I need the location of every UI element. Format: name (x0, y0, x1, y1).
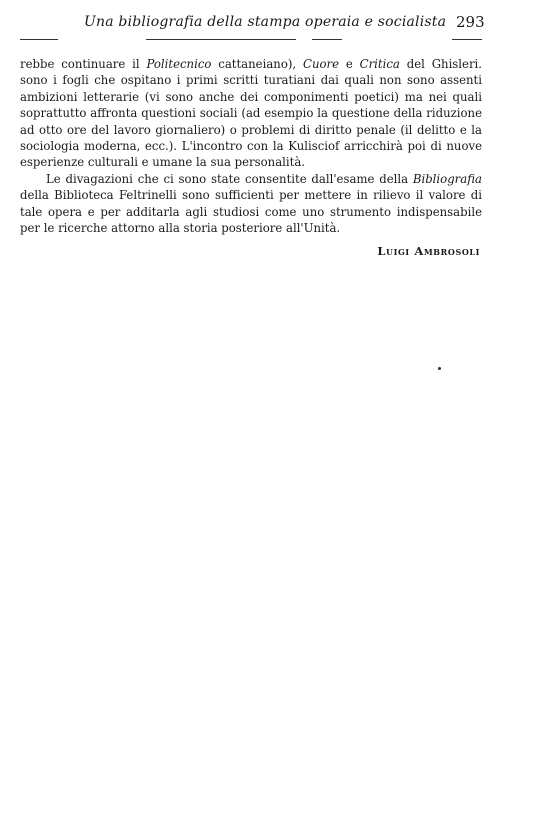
p1-italic-politecnico: Politecnico (146, 57, 212, 71)
p2-rest: della Biblioteca Feltrinelli sono sufficienti per mettere in rilievo il valore di tale opera e per additarla agli studiosi come uno strumento indispensabile per le ricerche attorno alla storia posteriore all'Unità. (20, 188, 482, 236)
header-rule-short (312, 39, 342, 40)
p1-mid-2: e (339, 57, 360, 71)
paragraph-2 (20, 171, 482, 237)
header-rule-right (452, 39, 482, 40)
p2-italic-bibliografia: Bibliografia (412, 171, 482, 186)
p1-italic-critica: Critica (359, 57, 400, 71)
print-speck (438, 367, 441, 370)
header-rule-middle (146, 39, 296, 40)
p1-mid-1: cattaneiano), (211, 57, 303, 71)
p1-lead: rebbe continuare il (20, 57, 147, 71)
header-rule-left (20, 39, 58, 40)
running-title: Una bibliografia della stampa operaia e socialista (84, 14, 447, 30)
paragraph-1 (20, 56, 482, 171)
page-number: 293 (456, 13, 485, 31)
p1-rest: del Ghisleri. sono i fogli che ospitano i primi scritti turatiani dai quali non sono assenti ambizioni letterarie (vi sono anche dei componimenti poetici) ma nei quali soprattutto affronta questioni sociali (ad esempio la questione della riduzione ad otto ore del lavoro giornaliero) o problemi di diritto penale (il delitto e la sociologia moderna, ecc.). L'incontro con la Kulisciof arricchirà poi di nuove esperienze culturali e umane la sua personalità. (20, 57, 482, 170)
author-signature: Luigi Ambrosoli (377, 244, 480, 258)
p1-italic-cuore: Cuore (303, 57, 340, 71)
p2-lead: Le divagazioni che ci sono state consentite dall'esame della (46, 171, 413, 186)
body-text (20, 56, 482, 236)
